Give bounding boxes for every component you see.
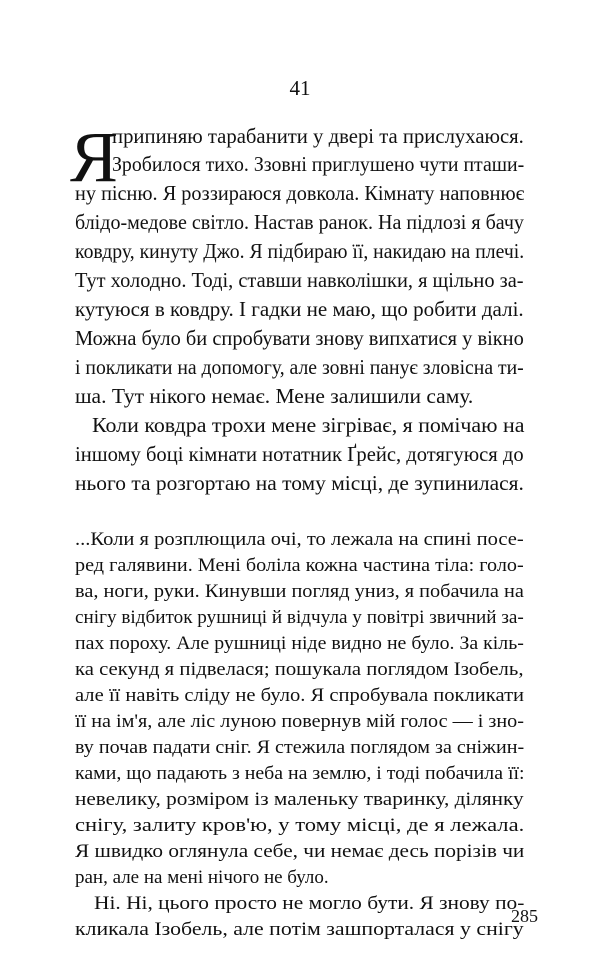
text-line: Зробилося тихо. Ззовні приглушено чути пташи- <box>112 152 525 176</box>
drop-cap: Я <box>70 117 119 197</box>
text-line: іншому боці кімнати нотатник Ґрейс, дотягуюся до <box>75 442 524 466</box>
text-line: ша. Тут нікого немає. Мене залишили саму. <box>75 384 474 408</box>
text-line: Можна було би спробувати знову випхатися у вікно <box>75 326 524 350</box>
diary-line: але її навіть сліду не було. Я спробувала покликати <box>75 685 525 706</box>
diary-line: ...Коли я розплющила очі, то лежала на спині посе- <box>75 529 524 550</box>
diary-line: ка секунд я підвелася; пошукала поглядом Ізобель, <box>75 659 524 680</box>
chapter-number: 41 <box>289 76 311 100</box>
page-number: 285 <box>511 906 538 926</box>
text-line: Коли ковдра трохи мене зігріває, я помічаю на <box>92 413 525 437</box>
diary-line: ред галявини. Мені боліла кожна частина тіла: голо- <box>75 555 524 576</box>
diary-line: пах пороху. Але рушниці ніде видно не було. За кіль- <box>75 633 524 654</box>
diary-line: невелику, розміром із маленьку тваринку, ділянку <box>75 789 524 810</box>
diary-line: снігу, залиту кров'ю, у тому місці, де я лежала. <box>75 815 525 836</box>
diary-line: Ні. Ні, цього просто не могло бути. Я знову по- <box>94 893 525 914</box>
diary-line: снігу відбиток рушниці й відчула у повітрі звичний за- <box>75 607 524 628</box>
text-line: і покликати на допомогу, але зовні панує зловісна ти- <box>75 355 524 379</box>
text-line: Тут холодно. Тоді, ставши навколішки, я щільно за- <box>75 268 524 292</box>
text-line: ковдру, кинуту Джо. Я підбираю її, накидаю на плечі. <box>75 239 525 263</box>
diary-line: Я швидко оглянула себе, чи немає десь порізів чи <box>75 841 525 862</box>
text-line: припиняю тарабанити у двері та прислухаюся. <box>112 124 524 148</box>
diary-line: ва, ноги, руки. Кинувши погляд униз, я побачила на <box>75 581 524 602</box>
diary-line: її на ім'я, але ліс луною повернув мій голос — і зно- <box>75 711 524 732</box>
diary-line: ками, що падають з неба на землю, і тоді побачила її: <box>75 763 525 784</box>
diary-line: ву почав падати сніг. Я стежила поглядом за сніжин- <box>75 737 525 758</box>
diary-line: кликала Ізобель, але потім зашпорталася у снігу <box>75 919 524 940</box>
diary-line: ран, але на мені нічого не було. <box>75 867 329 888</box>
text-line: ну пісню. Я роззираюся довкола. Кімнату наповнює <box>75 181 525 205</box>
text-line: кутуюся в ковдру. І гадки не маю, що робити далі. <box>75 297 524 321</box>
text-line: блідо-медове світло. Настав ранок. На підлозі я бачу <box>75 210 524 234</box>
text-line: нього та розгортаю на тому місці, де зупинилася. <box>75 471 524 495</box>
